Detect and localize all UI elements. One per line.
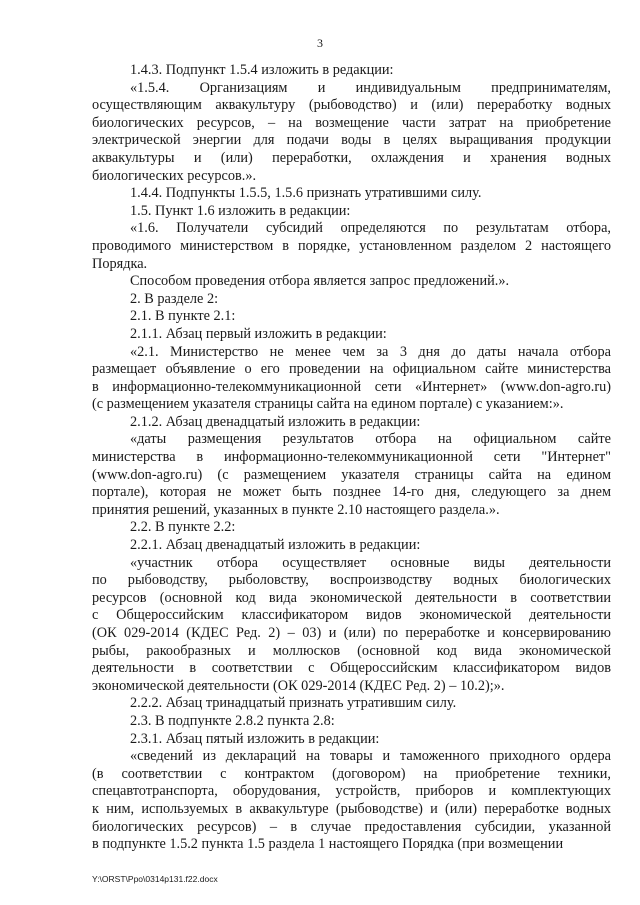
- text-line: аквакультуры и (или) переработки, охлаждения и хранения водных: [92, 149, 611, 166]
- paragraph: [92, 748, 611, 854]
- text-line: деятельности в соответствии с Общероссийским классификатором видов: [92, 660, 611, 677]
- text-line: «2.1. Министерство не менее чем за 3 дня до даты начала отбора: [130, 343, 611, 360]
- text-line: Порядка.: [92, 255, 148, 272]
- text-line: 2.3. В подпункте 2.8.2 пункта 2.8:: [130, 712, 335, 729]
- text-line: 2.1.2. Абзац двенадцатый изложить в редакции:: [130, 413, 421, 430]
- text-line: 2.2.2. Абзац тринадцатый признать утратившим силу.: [130, 695, 457, 712]
- text-line: по рыбоводству, рыболовству, воспроизводству водных биологических: [92, 572, 611, 589]
- paragraph: [92, 185, 611, 203]
- text-line: 2.2. В пункте 2.2:: [130, 519, 236, 536]
- text-line: 1.4.3. Подпункт 1.5.4 изложить в редакции:: [130, 62, 394, 78]
- text-line: ресурсов (основной код вида экономической деятельности в соответствии: [92, 589, 611, 606]
- text-line: к ним, используемых в аквакультуре (рыбоводстве) и (или) переработке водных: [92, 800, 611, 817]
- text-line: (www.don-agro.ru) (с размещением указателя страницы сайта на едином: [92, 466, 611, 483]
- paragraph: [92, 203, 611, 221]
- document-body: [92, 62, 611, 854]
- text-line: в подпункте 1.5.2 пункта 1.5 раздела 1 настоящего Порядка (при возмещении: [92, 836, 564, 853]
- text-line: электрической энергии для подачи воды в целях выращивания продукции: [92, 132, 611, 149]
- text-line: рыбы, ракообразных и моллюсков (основной код вида экономической: [92, 642, 611, 659]
- page-number: 3: [317, 36, 323, 50]
- text-line: биологических ресурсов) – в случае предоставления субсидии, указанной: [92, 818, 611, 835]
- text-line: 2.1. В пункте 2.1:: [130, 308, 236, 325]
- text-line: (с размещением указателя страницы сайта на едином портале) с указанием:».: [92, 396, 564, 413]
- paragraph: [92, 273, 611, 291]
- paragraph: [92, 220, 611, 273]
- text-line: Способом проведения отбора является запрос предложений.».: [130, 273, 510, 290]
- text-line: портале), которая не может быть позднее 14-го дня, следующего за днем: [92, 484, 611, 501]
- text-line: 2.1.1. Абзац первый изложить в редакции:: [130, 325, 387, 342]
- paragraph: [92, 62, 611, 80]
- paragraph: [92, 731, 611, 749]
- text-line: (в соответствии с контрактом (договором) на приобретение техники,: [92, 765, 611, 782]
- paragraph: [92, 414, 611, 432]
- text-line: «участник отбора осуществляет основные виды деятельности: [130, 554, 611, 571]
- text-line: проводимого министерством в порядке, установленном разделом 2 настоящего: [92, 237, 611, 254]
- text-line: принятия решений, указанных в пункте 2.10 настоящего раздела.».: [92, 501, 500, 518]
- text-line: биологических ресурсов, – на возмещение части затрат на приобретение: [92, 114, 611, 131]
- text-line: размещает объявление о его проведении на официальном сайте министерства: [92, 361, 611, 378]
- text-line: «1.6. Получатели субсидий определяются по результатам отбора,: [130, 220, 611, 237]
- text-line: 1.4.4. Подпункты 1.5.5, 1.5.6 признать утратившими силу.: [130, 185, 482, 202]
- text-line: 1.5. Пункт 1.6 изложить в редакции:: [130, 202, 351, 219]
- paragraph: [92, 431, 611, 519]
- paragraph: [92, 308, 611, 326]
- text-line: (ОК 029-2014 (КДЕС Ред. 2) – 03) и (или) по переработке и консервированию: [92, 625, 611, 641]
- paragraph: [92, 555, 611, 696]
- footer-file-path: Y:\ORST\Ppo\0314p131.f22.docx: [92, 874, 218, 884]
- paragraph: [92, 519, 611, 537]
- text-line: «сведений из деклараций на товары и таможенного приходного ордера: [130, 748, 611, 765]
- text-line: «1.5.4. Организациям и индивидуальным предпринимателям,: [130, 79, 611, 96]
- text-line: 2.2.1. Абзац двенадцатый изложить в редакции:: [130, 537, 421, 554]
- paragraph: [92, 695, 611, 713]
- paragraph: [92, 713, 611, 731]
- text-line: 2.3.1. Абзац пятый изложить в редакции:: [130, 730, 380, 747]
- text-line: министерства в информационно-телекоммуникационной сети "Интернет": [92, 449, 611, 466]
- paragraph: [92, 537, 611, 555]
- paragraph: [92, 80, 611, 186]
- text-line: «даты размещения результатов отбора на официальном сайте: [130, 431, 611, 448]
- text-line: 2. В разделе 2:: [130, 290, 219, 307]
- paragraph: [92, 344, 611, 414]
- paragraph: [92, 291, 611, 309]
- text-line: экономической деятельности (ОК 029-2014 (КДЕС Ред. 2) – 10.2);».: [92, 677, 505, 694]
- text-line: осуществляющим аквакультуру (рыбоводство) и (или) переработку водных: [92, 97, 611, 114]
- text-line: в информационно-телекоммуникационной сети «Интернет» (www.don-agro.ru): [92, 378, 611, 395]
- text-line: спецавтотранспорта, оборудования, устройств, приборов и комплектующих: [92, 783, 611, 800]
- text-line: биологических ресурсов.».: [92, 167, 257, 184]
- paragraph: [92, 326, 611, 344]
- text-line: с Общероссийским классификатором видов экономической деятельности: [92, 607, 611, 624]
